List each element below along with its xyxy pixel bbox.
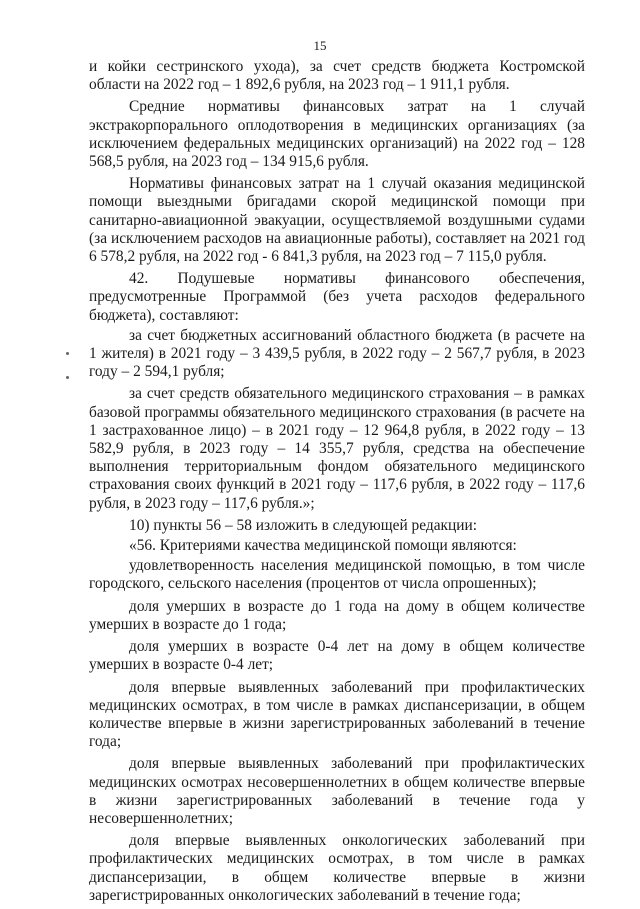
margin-mark	[66, 352, 69, 355]
document-body	[89, 58, 585, 909]
paragraph: доля умерших в возрасте до 1 года на дому в общем количестве умерших в возрасте до 1 года;	[89, 597, 585, 633]
paragraph: за счет бюджетных ассигнований областного бюджета (в расчете на 1 жителя) в 2021 году – 3 439,5 рубля, в 2022 году – 2 567,7 рубля, в 2023 году – 2 594,1 рубля;	[89, 326, 585, 381]
page-number: 15	[313, 38, 327, 53]
margin-mark	[66, 376, 69, 379]
paragraph: доля впервые выявленных заболеваний при профилактических медицинских осмотрах, в том числе в рамках диспансеризации, в общем количестве впервые в жизни зарегистрированных заболеваний в течение года;	[89, 678, 585, 751]
paragraph: Нормативы финансовых затрат на 1 случай оказания медицинской помощи выездными бригадами скорой медицинской помощи при санитарно-авиационной эвакуации, осуществляемой воздушными судами (за исключением расходов на авиационные работы), составляет на 2021 год 6 578,2 рубля, на 2022 год - 6 841,3 рубля, на 2023 год – 7 115,0 рубля.	[89, 175, 585, 266]
paragraph: Средние нормативы финансовых затрат на 1 случай экстракорпорального оплодотворения в медицинских организациях (за исключением федеральных медицинских организаций) на 2022 год – 128 568,5 рубля, на 2023 год – 134 915,6 рубля.	[89, 98, 585, 171]
paragraph: доля впервые выявленных заболеваний при профилактических медицинских осмотрах несовершеннолетних в общем количестве впервые в жизни зарегистрированных заболеваний в течение года у несовершеннолетних;	[89, 755, 585, 827]
paragraph: удовлетворенность населения медицинской помощью, в том числе городского, сельского населения (процентов от числа опрошенных);	[89, 557, 585, 593]
paragraph: «56. Критериями качества медицинской помощи являются:	[129, 537, 517, 555]
paragraph: и койки сестринского ухода), за счет средств бюджета Костромской области на 2022 год – 1 892,6 рубля, на 2023 год – 1 911,1 рубля.	[89, 58, 585, 94]
paragraph: доля впервые выявленных онкологических заболеваний при профилактических медицинских осмотрах, в том числе в рамках диспансеризации, в общем количестве впервые в жизни зарегистрированных онкологических заболеваний в течение года;	[89, 832, 585, 904]
paragraph: 10) пункты 56 – 58 изложить в следующей редакции:	[129, 516, 478, 534]
paragraph: доля умерших в возрасте 0-4 лет на дому в общем количестве умерших в возрасте 0-4 лет;	[89, 638, 585, 674]
paragraph: за счет средств обязательного медицинского страхования – в рамках базовой программы обязательного медицинского страхования (в расчете на 1 застрахованное лицо) – в 2021 году – 12 964,8 рубля, в 2022 году – 13 582,9 рубля, в 2023 году – 14 355,7 рубля, средства на обеспечение выполнения территориальным фондом обязательного медицинского страхования своих функций в 2021 году – 117,6 рубля, в 2022 году – 117,6 рубля, в 2023 году – 117,6 рубля.»;	[89, 385, 585, 512]
paragraph: 42. Подушевые нормативы финансового обеспечения, предусмотренные Программой (без учета расходов федерального бюджета), составляют:	[89, 270, 585, 324]
